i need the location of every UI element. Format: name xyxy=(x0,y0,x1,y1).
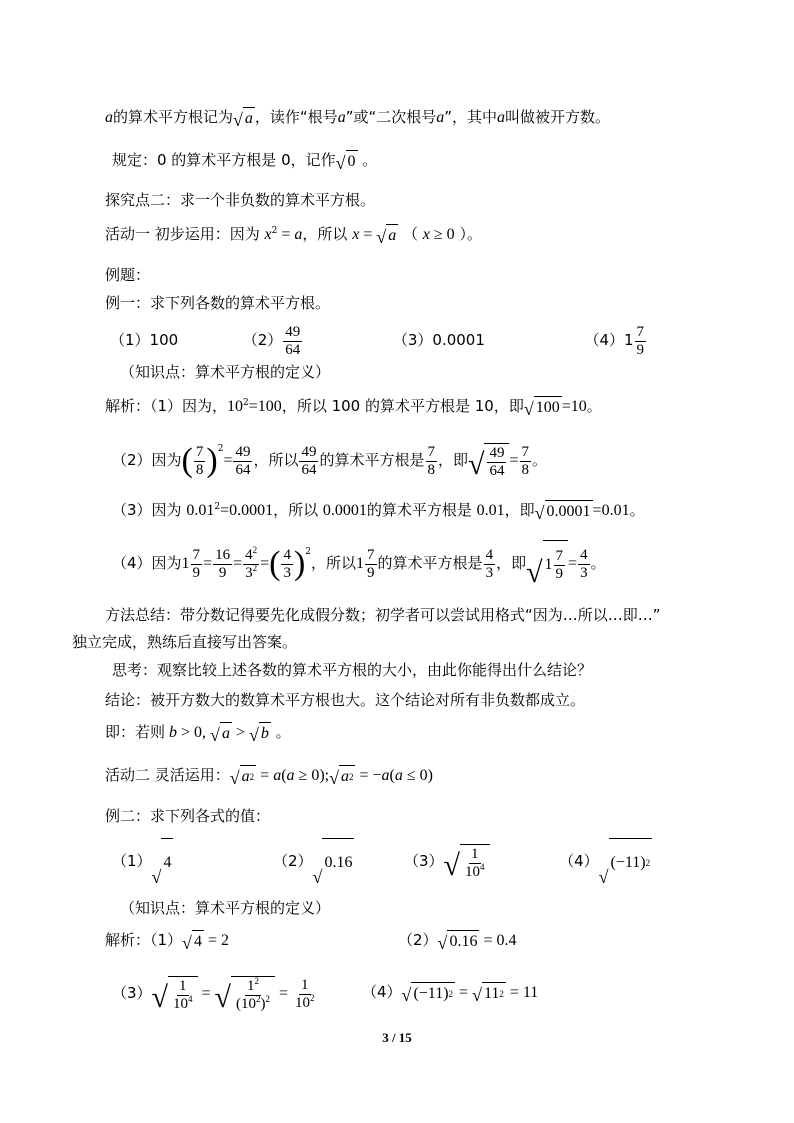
activity-one-line: 活动一 初步运用：因为 $x^2 = a$，所以 x = √ a （ x ≥ 0 ）。 xyxy=(105,225,482,247)
example-two-solution-4: （4） √ (−11) 2 = √ 11 2 = 11 xyxy=(362,983,539,1005)
solution-one: 解析：（1）因为，$10^2=100$，所以 100 的算术平方根是 10，即 √ 100 =10。 xyxy=(105,397,602,419)
example-two-solution-1: 解析：（1） √ 4 = 2 xyxy=(105,931,229,953)
example-one-items: （1）100 （2） $\frac{49}{64}$ （3）0.0001 （4）1 $\frac{7}{9}$ xyxy=(110,323,645,358)
definition-line: a的算术平方根记为 √ a ，读作“根号a”或“二次根号a”，其中a叫做被开方数。 xyxy=(105,108,611,130)
conclusion-line: 结论：被开方数大的数算术平方根也大。这个结论对所有非负数都成立。 xyxy=(105,691,586,709)
thinking-line: 思考：观察比较上述各数的算术平方根的大小，由此你能得出什么结论？ xyxy=(112,661,593,679)
knowledge-point-2: （知识点：算术平方根的定义） xyxy=(120,899,331,917)
inequality-line: 即：若则 b > 0, √ a > √ b 。 xyxy=(105,723,291,745)
section-heading: 探究点二：求一个非负数的算术平方根。 xyxy=(105,191,376,209)
rule-line: 规定：0 的算术平方根是 0，记作 √ 0 。 xyxy=(112,151,378,173)
solution-two: （2）因为( $\frac{7}{8}$ )$^2$= $\frac{49}{64}$ ，所以 $\frac{49}{64}$ 的算术平方根是 $\frac{7}{8}$ ，即 √ $\frac{49}{64}$ = $\frac{7}{8}$ 。 xyxy=(112,442,548,481)
knowledge-point: （知识点：算术平方根的定义） xyxy=(120,363,331,381)
example-two-solution-3: （3） √ $\frac{1}{10^4}$ = √ $\frac{1^2}{(10^2)^2}$ = $\frac{1}{10^2}$ xyxy=(112,975,315,1014)
method-summary-1: 方法总结：带分数记得要先化成假分数；初学者可以尝试用格式“因为…所以…即…” xyxy=(105,606,661,624)
method-summary-2: 独立完成，熟练后直接写出答案。 xyxy=(72,633,298,651)
solution-four: （4）因为1 $\frac{7}{9}$ = $\frac{16}{9}$ = $\frac{4^2}{3^2}$ =( $\frac{4}{3}$ )$^2$，所以1 $\frac{7}{9}$ 的算术平方根是 $\frac{4}{3}$ ，即 √ 1 $\frac{7}{9}$ = $\frac{4}{3}$ 。 xyxy=(112,540,606,586)
sqrt-a: √ a xyxy=(233,107,255,129)
example-heading: 例题： xyxy=(105,266,151,284)
example-two-title: 例二：求下列各式的值： xyxy=(105,807,271,825)
page-number: 3 / 15 xyxy=(382,1030,412,1045)
example-two-items: （1） √ 4 （2） √ 0.16 （3） √ $\frac{1}{10^4}$ （4） √ (−11) 2 xyxy=(112,838,652,884)
solution-three: （3）因为 $0.01^2=0.0001$，所以 0.0001的算术平方根是 0.01，即 √ 0.0001 =0.01。 xyxy=(112,501,645,523)
example-one-title: 例一：求下列各数的算术平方根。 xyxy=(105,294,331,312)
activity-two-line: 活动二 灵活运用： √ a 2 = a(a ≥ 0); √ a 2 = −a(a ≤ 0) xyxy=(105,766,433,788)
example-two-solution-2: （2） √ 0.16 = 0.4 xyxy=(398,931,517,953)
